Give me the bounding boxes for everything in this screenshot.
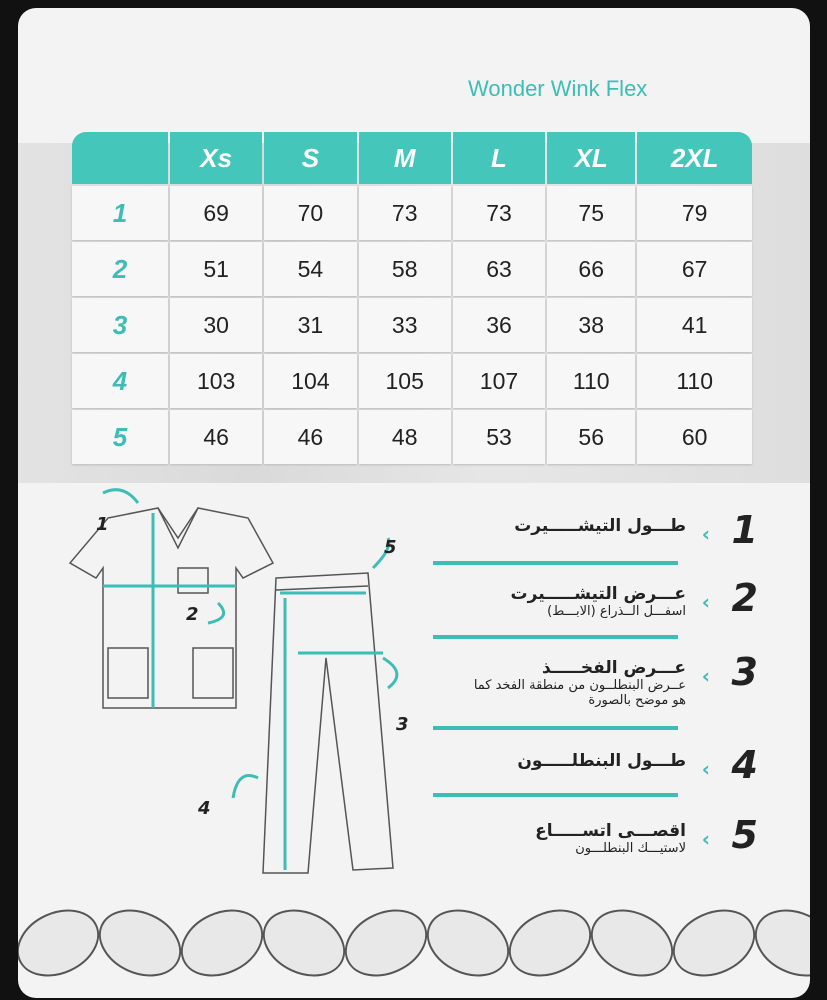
chevron-left-icon: ‹ xyxy=(701,522,710,546)
table-cell: 110 xyxy=(637,354,752,408)
legend-subtitle: اسفـــل الــذراع (الابـــط) xyxy=(547,604,686,619)
chevron-left-icon: ‹ xyxy=(701,590,710,614)
separator xyxy=(433,635,678,639)
table-cell: 73 xyxy=(359,186,451,240)
table-cell: 46 xyxy=(170,410,262,464)
size-header: XL xyxy=(547,132,635,184)
chevron-left-icon: ‹ xyxy=(701,664,710,688)
table-cell: 79 xyxy=(637,186,752,240)
separator xyxy=(433,726,678,730)
row-number: 3 xyxy=(72,298,168,352)
table-row xyxy=(72,186,752,240)
table-cell: 75 xyxy=(547,186,635,240)
row-number: 4 xyxy=(72,354,168,408)
table-cell: 41 xyxy=(637,298,752,352)
size-header: 2XL xyxy=(637,132,752,184)
legend-title: عـــرض الفخـــــذ xyxy=(542,658,686,678)
table-cell: 48 xyxy=(359,410,451,464)
size-header: M xyxy=(359,132,451,184)
legend-item xyxy=(428,650,758,720)
garment-diagram xyxy=(58,478,428,888)
row-number: 2 xyxy=(72,242,168,296)
legend-number: 4 xyxy=(731,743,758,787)
row-number: 1 xyxy=(72,186,168,240)
table-cell: 38 xyxy=(547,298,635,352)
table-cell: 46 xyxy=(264,410,356,464)
legend-title: طـــول التيشـــــيرت xyxy=(514,516,686,536)
table-cell: 103 xyxy=(170,354,262,408)
table-cell: 53 xyxy=(453,410,545,464)
legend-title: عـــرض التيشـــــيرت xyxy=(510,584,686,604)
table-cell: 73 xyxy=(453,186,545,240)
shirt-icon xyxy=(70,508,273,708)
size-header: S xyxy=(264,132,356,184)
corner-header xyxy=(72,132,168,184)
table-cell: 30 xyxy=(170,298,262,352)
legend-item xyxy=(428,508,758,578)
table-cell: 107 xyxy=(453,354,545,408)
legend-number: 3 xyxy=(731,650,758,694)
table-row xyxy=(72,298,752,352)
diagram-label-4: 4 xyxy=(198,798,211,819)
legend-item xyxy=(428,743,758,813)
legend-title: اقصـــى اتســـــاع xyxy=(535,821,686,841)
size-chart-card xyxy=(18,8,810,998)
measure-lines xyxy=(103,490,397,870)
table-cell: 69 xyxy=(170,186,262,240)
table-cell: 31 xyxy=(264,298,356,352)
table-row xyxy=(72,410,752,464)
legend-number: 5 xyxy=(731,813,758,857)
table-row xyxy=(72,354,752,408)
measuring-tape-decoration xyxy=(18,888,810,998)
table-cell: 66 xyxy=(547,242,635,296)
size-header: L xyxy=(453,132,545,184)
table-cell: 33 xyxy=(359,298,451,352)
separator xyxy=(433,561,678,565)
table-row xyxy=(72,242,752,296)
diagram-label-5: 5 xyxy=(384,537,397,558)
table-cell: 70 xyxy=(264,186,356,240)
diagram-label-2: 2 xyxy=(186,604,199,625)
table-cell: 56 xyxy=(547,410,635,464)
size-header: Xs xyxy=(170,132,262,184)
legend-number: 1 xyxy=(731,508,758,552)
table-cell: 60 xyxy=(637,410,752,464)
legend-title: طـــول البنطلـــــون xyxy=(517,751,686,771)
table-cell: 36 xyxy=(453,298,545,352)
pants-icon xyxy=(263,573,393,873)
chevron-left-icon: ‹ xyxy=(701,827,710,851)
table-cell: 105 xyxy=(359,354,451,408)
table-cell: 104 xyxy=(264,354,356,408)
brand-title: Wonder Wink Flex xyxy=(468,76,648,101)
diagram-label-3: 3 xyxy=(396,714,409,735)
diagram-label-1: 1 xyxy=(96,514,109,535)
table-cell: 63 xyxy=(453,242,545,296)
chevron-left-icon: ‹ xyxy=(701,757,710,781)
table-cell: 58 xyxy=(359,242,451,296)
table-cell: 110 xyxy=(547,354,635,408)
row-number: 5 xyxy=(72,410,168,464)
separator xyxy=(433,793,678,797)
table-cell: 54 xyxy=(264,242,356,296)
table-cell: 67 xyxy=(637,242,752,296)
legend-subtitle: لاستيـــك البنطلـــون xyxy=(575,841,686,856)
legend-item xyxy=(428,813,758,883)
legend-number: 2 xyxy=(731,576,758,620)
table-cell: 51 xyxy=(170,242,262,296)
legend-subtitle: عــرض البنطلــون من منطقة الفخد كما هو موضح بالصورة xyxy=(473,678,686,708)
size-table xyxy=(70,130,754,466)
